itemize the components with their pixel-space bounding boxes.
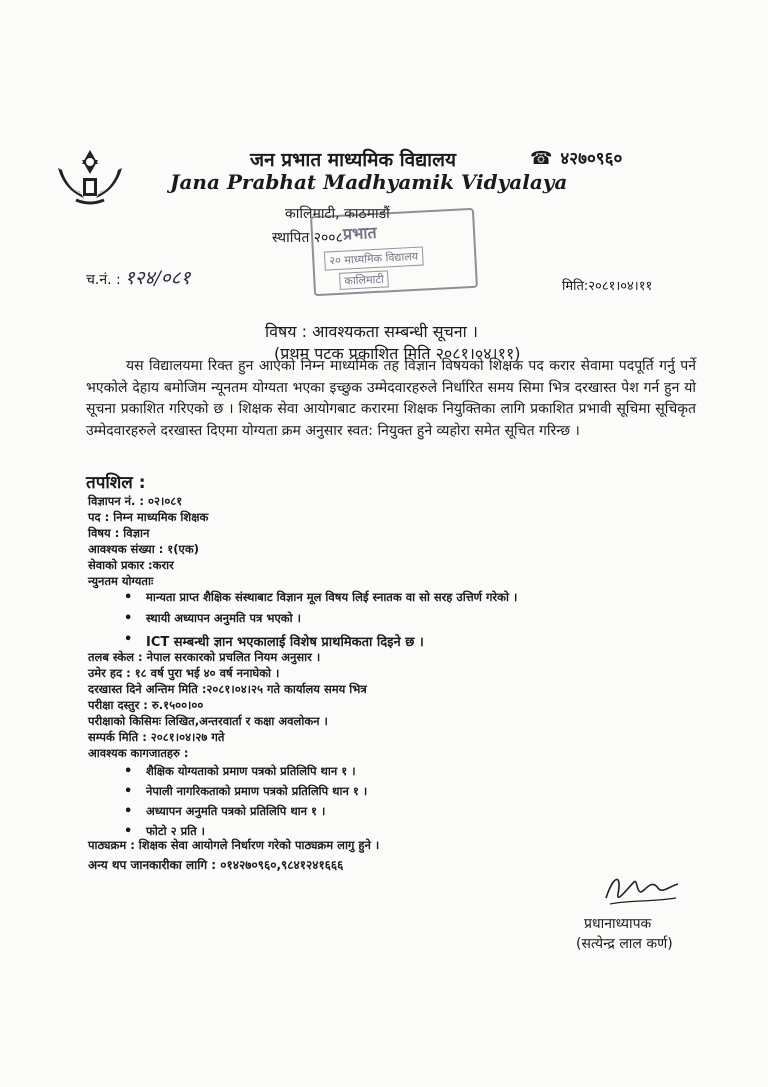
documents-label: आवश्यक कागजातहरु : xyxy=(88,746,189,760)
reference-value: १२४/०८१ xyxy=(124,267,191,289)
advert-number: विज्ञापन नं. : ०२।०८१ xyxy=(88,494,183,508)
qualification-item: • स्थायी अध्यापन अनुमति पत्र भएको । xyxy=(146,611,301,626)
document-item: • शैक्षिक योग्यताको प्रमाण पत्रको प्रतिलिपि थान १ । xyxy=(146,764,356,779)
qualification-item: • ICT सम्बन्धी ज्ञान भएकालाई विशेष प्राथमिकता दिइने छ । xyxy=(146,632,424,650)
phone-value: ४२७०९६० xyxy=(560,149,623,169)
more-info-field: अन्य थप जानकारीका लागि : ०१४२७०९६०,९८४१२४१६६६ xyxy=(88,858,344,872)
signatory-title: प्रधानाध्यापक xyxy=(584,916,652,932)
document-item: • फोटो २ प्रति । xyxy=(146,824,205,839)
reference-label: च.नं. : xyxy=(86,272,121,288)
school-stamp xyxy=(310,208,478,296)
exam-fee-field: परीक्षा दस्तुर : रु.१५००।०० xyxy=(88,698,204,712)
details-title: तपशिल : xyxy=(86,473,146,493)
stamp-line-2: २० माध्यमिक विद्यालय xyxy=(324,246,424,270)
school-logo xyxy=(50,148,130,208)
deadline-field: दरखास्त दिने अन्तिम मिति :२०८१।०४।२५ गते कार्यालय समय भित्र xyxy=(88,682,367,696)
school-address: कालिमाटी, काठमाडौं xyxy=(285,206,390,222)
signatory-name: (सत्येन्द्र लाल कर्ण) xyxy=(576,936,673,952)
post-field: पद : निम्न माध्यमिक शिक्षक xyxy=(88,510,209,524)
salary-scale-field: तलब स्केल : नेपाल सरकारको प्रचलित नियम अनुसार । xyxy=(88,650,321,664)
stamp-line-3: कालिमाटी xyxy=(339,270,389,290)
contact-date-field: सम्पर्क मिति : २०८१।०४।२७ गते xyxy=(88,730,225,744)
school-name-nepali: जन प्रभात माध्यमिक विद्यालय xyxy=(250,149,457,171)
handwritten-signature xyxy=(600,868,684,912)
subject-field: विषय : विज्ञान xyxy=(88,526,150,540)
curriculum-field: पाठ्यक्रम : शिक्षक सेवा आयोगले निर्धारण गरेको पाठ्यक्रम लागु हुने । xyxy=(88,838,380,852)
school-name-english: Jana Prabhat Madhyamik Vidyalaya xyxy=(170,170,568,194)
exam-type-field: परीक्षाको किसिमः लिखित,अन्तरवार्ता र कक्षा अवलोकन । xyxy=(88,714,328,728)
first-published-date: (प्रथम पटक प्रकाशित मिति २०८१।०४।११) xyxy=(274,344,521,363)
stamp-line-1: प्रभात xyxy=(342,222,378,244)
telephone-icon: ☎ xyxy=(530,148,553,169)
reference-number xyxy=(86,264,190,290)
notice-subject: विषय : आवश्यकता सम्बन्धी सूचना । xyxy=(265,322,478,341)
established-year: स्थापित २००८ xyxy=(272,230,343,246)
qualification-item: • मान्यता प्राप्त शैक्षिक संस्थाबाट विज्ञान मूल विषय लिई स्नातक वा सो सरह उत्तिर्ण गरेको । xyxy=(146,590,517,605)
age-limit-field: उमेर हद : १८ वर्ष पुरा भई ४० वर्ष ननाघेको । xyxy=(88,666,280,680)
phone-number xyxy=(530,146,622,169)
min-qualification-label: न्युनतम योग्यताः xyxy=(88,574,154,588)
document-item: • अध्यापन अनुमति पत्रको प्रतिलिपि थान १ । xyxy=(146,804,325,819)
document-item: • नेपाली नागरिकताको प्रमाण पत्रको प्रतिलिपि थान १ । xyxy=(146,784,367,799)
required-count-field: आवश्यक संख्या : १(एक) xyxy=(88,542,199,556)
notice-date: मिति:२०८१।०४।११ xyxy=(562,279,653,294)
body-paragraph: यस विद्यालयमा रिक्त हुन आएको निम्न माध्यमिक तह विज्ञान विषयको शिक्षक पद करार सेवामा पदपूर्ति गर्नु पर्ने भएकोले देहाय बमोजिम न्यूनतम योग्यता भएका इच्छुक उम्मेदवारहरुले निर्धारित समय सिमा भित्र दरखास्त पेश गर्न हुन यो सूचना प्रकाशित गरिएको छ । शिक्षक सेवा आयोगबाट करारमा शिक्षक नियुक्तिका लागि प्रकाशित प्रभावी सूचिमा सूचिकृत उम्मेदवारहरुले दरखास्त दिएमा योग्यता क्रम अनुसार स्वत: नियुक्त हुने व्यहोरा समेत सूचित गरिन्छ । xyxy=(86,358,696,439)
service-type-field: सेवाको प्रकार :करार xyxy=(88,558,174,572)
